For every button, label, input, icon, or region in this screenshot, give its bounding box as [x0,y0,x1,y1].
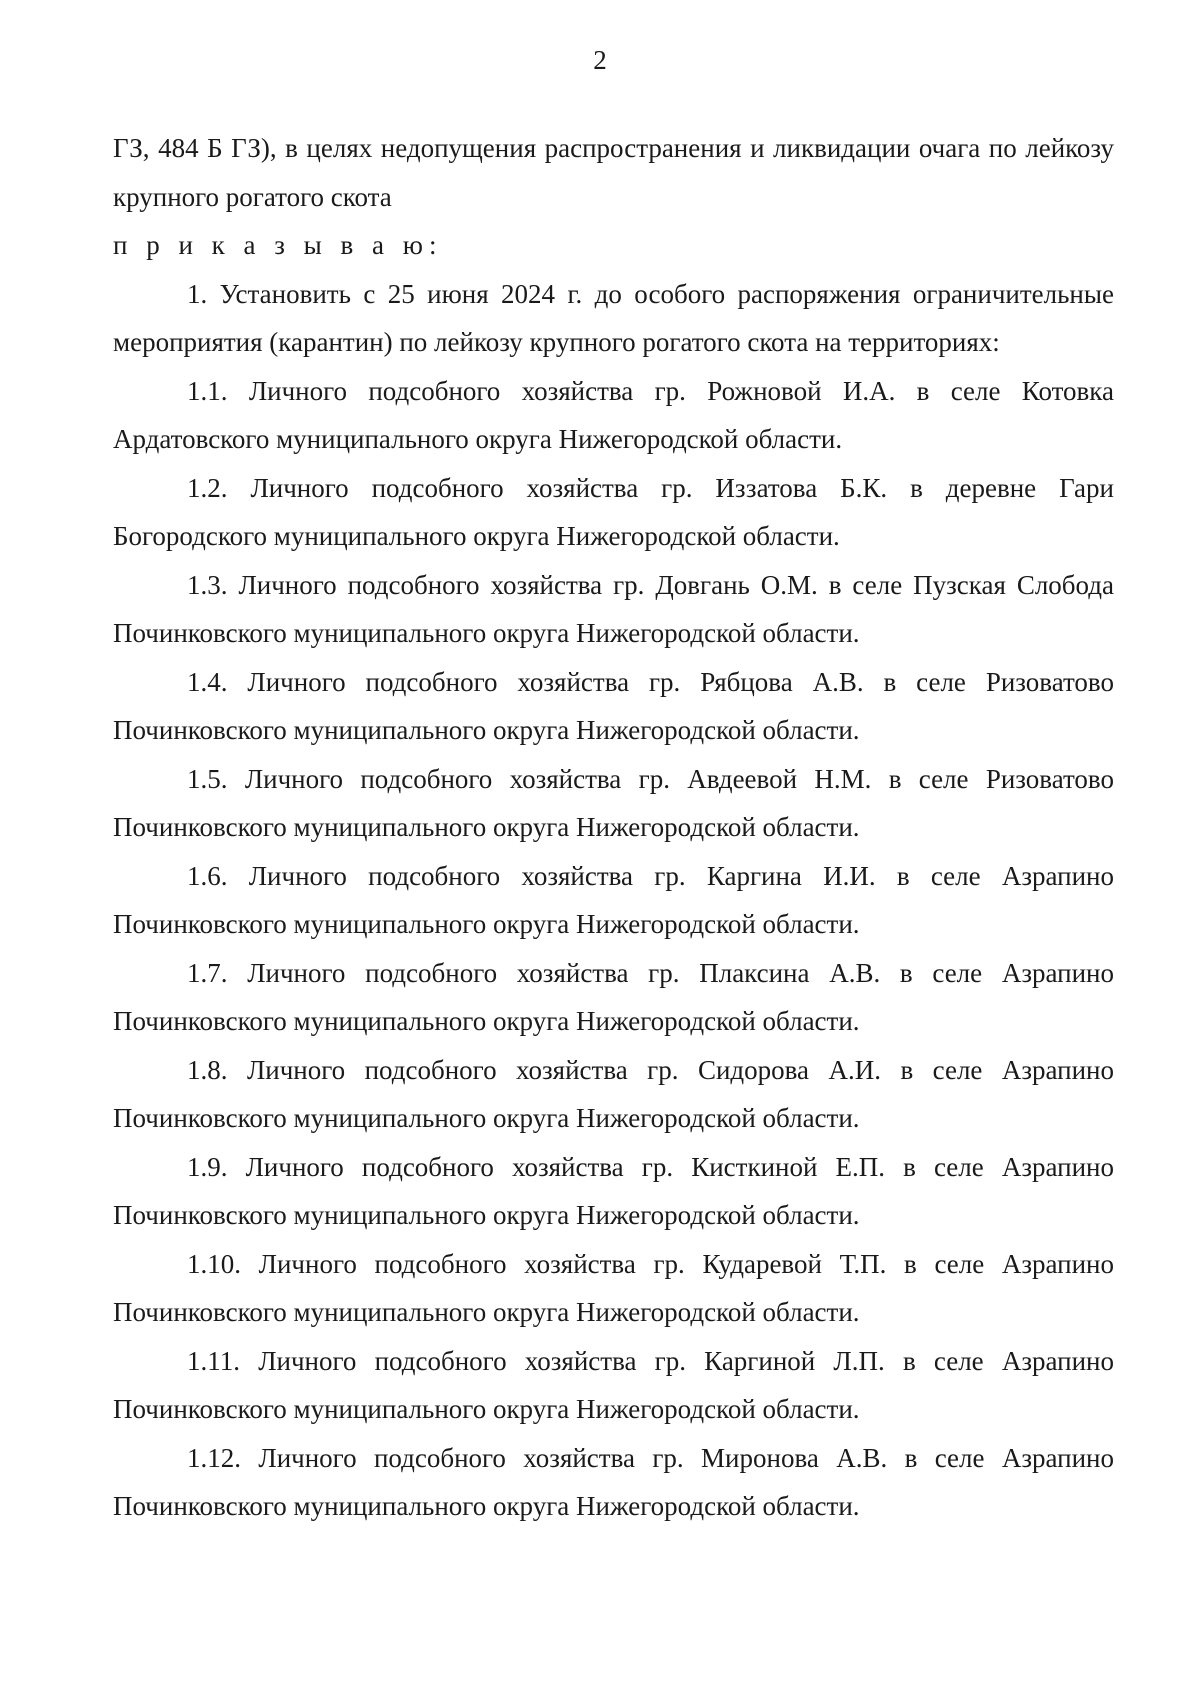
sub-item-1-5: 1.5. Личного подсобного хозяйства гр. Авдеевой Н.М. в селе Ризоватово Починковского муниципального округа Нижегородской области. [113,763,1114,842]
item-1-paragraph: 1. Установить с 25 июня 2024 г. до особого распоряжения ограничительные мероприятия (карантин) по лейкозу крупного рогатого скота на территориях: [113,278,1114,357]
sub-item-1-4: 1.4. Личного подсобного хозяйства гр. Рябцова А.В. в селе Ризоватово Починковского муниципального округа Нижегородской области. [113,666,1114,745]
sub-item-1-2: 1.2. Личного подсобного хозяйства гр. Иззатова Б.К. в деревне Гари Богородского муниципального округа Нижегородской области. [113,472,1114,551]
sub-item-1-10: 1.10. Личного подсобного хозяйства гр. Кударевой Т.П. в селе Азрапино Починковского муниципального округа Нижегородской области. [113,1248,1114,1327]
sub-item-1-6: 1.6. Личного подсобного хозяйства гр. Каргина И.И. в селе Азрапино Починковского муниципального округа Нижегородской области. [113,860,1114,939]
sub-item-1-11: 1.11. Личного подсобного хозяйства гр. Каргиной Л.П. в селе Азрапино Починковского муниципального округа Нижегородской области. [113,1345,1114,1424]
sub-item-1-3: 1.3. Личного подсобного хозяйства гр. Довгань О.М. в селе Пузская Слобода Починковского муниципального округа Нижегородской области. [113,569,1114,648]
sub-item-1-7: 1.7. Личного подсобного хозяйства гр. Плаксина А.В. в селе Азрапино Починковского муниципального округа Нижегородской области. [113,957,1114,1036]
intro-paragraph: ГЗ, 484 Б ГЗ), в целях недопущения распространения и ликвидации очага по лейкозу крупного рогатого скота [113,133,1114,212]
sub-item-1-1: 1.1. Личного подсобного хозяйства гр. Рожновой И.А. в селе Котовка Ардатовского муниципального округа Нижегородской области. [113,375,1114,454]
sub-item-1-12: 1.12. Личного подсобного хозяйства гр. Миронова А.В. в селе Азрапино Починковского муниципального округа Нижегородской области. [113,1442,1114,1521]
sub-item-1-9: 1.9. Личного подсобного хозяйства гр. Кисткиной Е.П. в селе Азрапино Починковского муниципального округа Нижегородской области. [113,1151,1114,1230]
sub-item-1-8: 1.8. Личного подсобного хозяйства гр. Сидорова А.И. в селе Азрапино Починковского муниципального округа Нижегородской области. [113,1054,1114,1133]
document-body [113,124,1114,1531]
order-word: п р и к а з ы в а ю: [113,230,443,260]
page-number: 2 [593,45,607,75]
